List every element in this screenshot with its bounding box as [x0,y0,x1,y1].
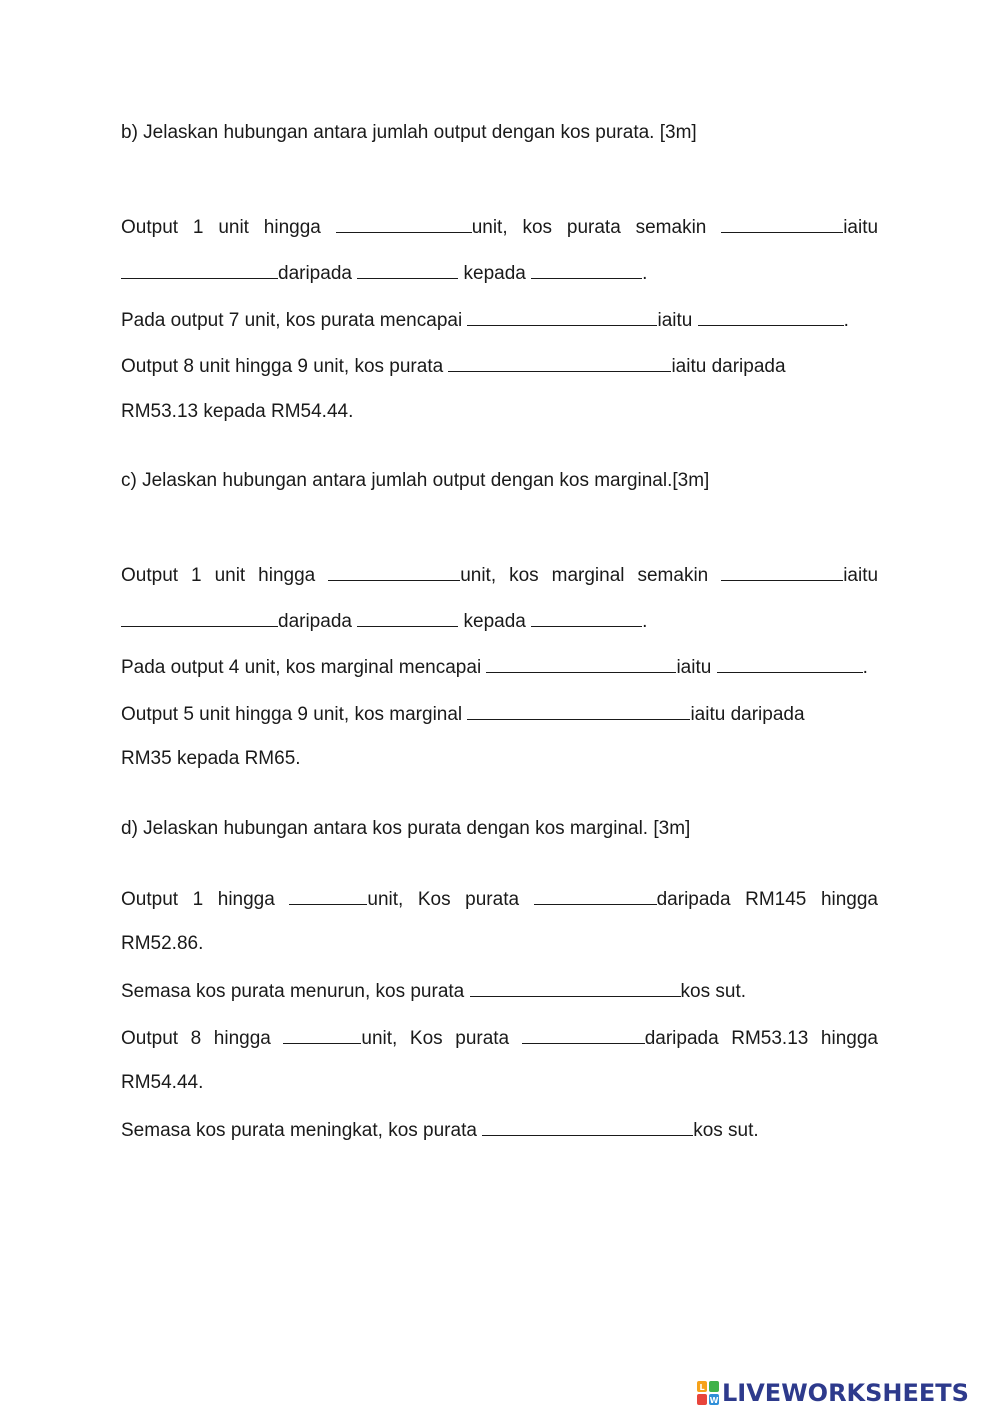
answer-blank[interactable] [283,1025,361,1044]
question-d-line-6: Semasa kos purata meningkat, kos purata kos sut. [121,1117,759,1143]
question-d-line-4: Output 8 hingga unit, Kos purata daripada RM53.13 hingga [121,1025,878,1051]
question-c-heading: c) Jelaskan hubungan antara jumlah output dengan kos marginal.[3m] [121,470,710,491]
question-b-heading: b) Jelaskan hubungan antara jumlah output dengan kos purata. [3m] [121,122,697,143]
answer-blank[interactable] [448,353,671,372]
question-d-line-1: Output 1 hingga unit, Kos purata daripada RM145 hingga [121,886,878,912]
question-c-line-1: Output 1 unit hingga unit, kos marginal semakin iaitu [121,562,878,588]
question-c-line-4: Output 5 unit hingga 9 unit, kos marginal iaitu daripada [121,701,805,727]
answer-blank[interactable] [531,608,642,627]
question-c-line-5: RM35 kepada RM65. [121,748,301,769]
question-d-line-5: RM54.44. [121,1072,204,1093]
answer-blank[interactable] [357,260,458,279]
question-d-line-3: Semasa kos purata menurun, kos purata kos sut. [121,978,746,1004]
answer-blank[interactable] [486,654,676,673]
answer-blank[interactable] [467,701,690,720]
answer-blank[interactable] [721,214,843,233]
question-b-line-4: Output 8 unit hingga 9 unit, kos purata iaitu daripada [121,353,786,379]
answer-blank[interactable] [470,978,681,997]
answer-blank[interactable] [717,654,863,673]
answer-blank[interactable] [121,608,278,627]
answer-blank[interactable] [289,886,367,905]
answer-blank[interactable] [698,307,844,326]
liveworksheets-mark-icon [697,1381,719,1405]
question-b-line-3: Pada output 7 unit, kos purata mencapai iaitu . [121,307,849,333]
question-d-heading: d) Jelaskan hubungan antara kos purata dengan kos marginal. [3m] [121,818,691,839]
liveworksheets-logo [697,1378,969,1408]
question-c-line-3: Pada output 4 unit, kos marginal mencapai iaitu . [121,654,868,680]
answer-blank[interactable] [121,260,278,279]
liveworksheets-wordmark: LIVEWORKSHEETS [722,1379,969,1407]
answer-blank[interactable] [534,886,657,905]
question-b-line-2: daripada kepada . [121,260,647,286]
answer-blank[interactable] [531,260,642,279]
answer-blank[interactable] [328,562,460,581]
answer-blank[interactable] [336,214,472,233]
answer-blank[interactable] [467,307,657,326]
answer-blank[interactable] [522,1025,645,1044]
answer-blank[interactable] [721,562,843,581]
answer-blank[interactable] [357,608,458,627]
question-d-line-2: RM52.86. [121,933,204,954]
question-b-line-5: RM53.13 kepada RM54.44. [121,401,354,422]
question-b-line-1: Output 1 unit hingga unit, kos purata semakin iaitu [121,214,878,240]
answer-blank[interactable] [482,1117,693,1136]
svg-text:W: W [709,1396,719,1405]
question-c-line-2: daripada kepada . [121,608,647,634]
svg-text:L: L [699,1383,705,1392]
